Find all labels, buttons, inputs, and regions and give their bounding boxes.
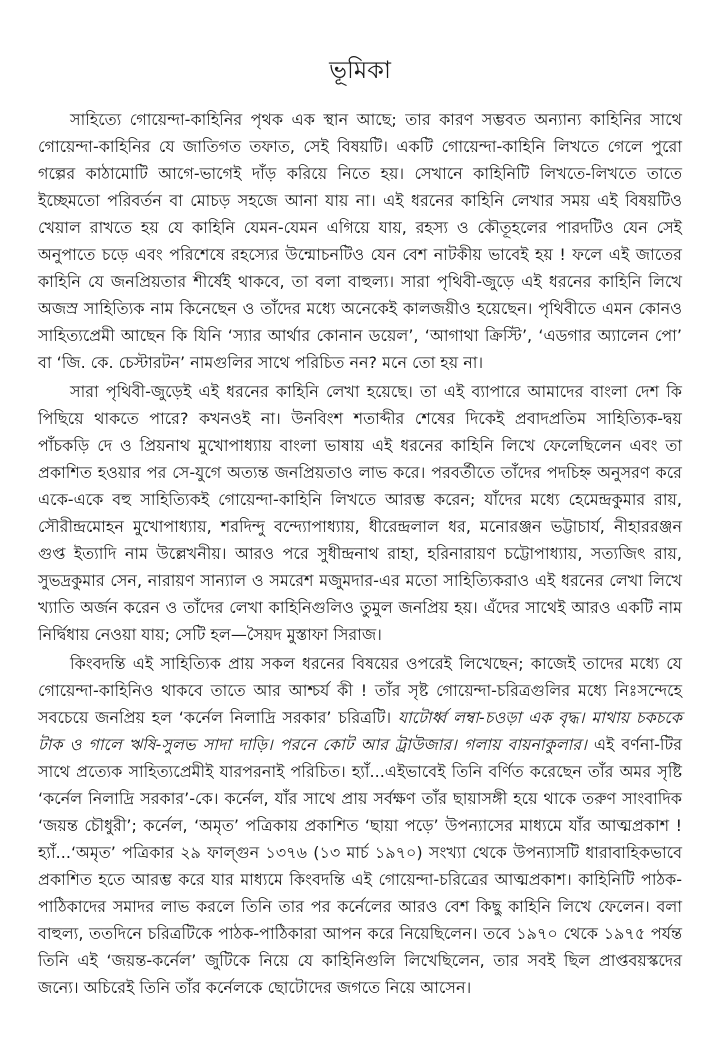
body-text xyxy=(38,106,682,1001)
page-title: ভূমিকা xyxy=(329,56,391,84)
colonel-description-italic: যাটোর্ধ্ব লম্বা-চওড়া এক বৃদ্ধ। মাথায় চকচকে টাক ও গালে ঋষি-সুলভ সাদা দাড়ি। পরনে কোট আর ট্রাউজার। গলায় বায়নাকুলার। xyxy=(38,708,682,754)
paragraph-3-intro: কিংবদন্তি এই সাহিত্যিক প্রায় সকল ধরনের বিষয়ের ওপরেই লিখেছেন; কাজেই তাদের মধ্যে যে গোয়েন্দা-কাহিনিও থাকবে তাতে আর আশ্চর্য কী ! তাঁর সৃষ্ট গোয়েন্দা-চরিত্রগুলির মধ্যে নিঃসন্দেহে সবচেয়ে জনপ্রিয় হল ‘কর্নেল নিলাদ্রি সরকার’ চরিত্রটি। xyxy=(38,654,682,727)
paragraph-3-rest: এই বর্ণনা-টির সাথে প্রত্যেক সাহিত্যপ্রেমীই যারপরনাই পরিচিত। হ্যাঁ...এইভাবেই তিনি বর্ণিত করেছেন তাঁর অমর সৃষ্টি ‘কর্নেল নিলাদ্রি সরকার’-কে। কর্নেল, যাঁর সাথে প্রায় সর্বক্ষণ তাঁর ছায়াসঙ্গী হয়ে থাকে তরুণ সাংবাদিক ‘জয়ন্ত চৌধুরী’; কর্নেল, ‘অমৃত’ পত্রিকায় প্রকাশিত ‘ছায়া পড়ে’ উপন্যাসের মাধ্যমে যাঁর আত্মপ্রকাশ ! হ্যাঁ...‘অমৃত’ পত্রিকার ২৯ ফাল্গুন ১৩৭৬ (১৩ মার্চ ১৯৭০) সংখ্যা থেকে উপন্যাসটি ধারাবাহিকভাবে প্রকাশিত হতে আরম্ভ করে যার মাধ্যমে কিংবদন্তি এই গোয়েন্দা-চরিত্রের আত্মপ্রকাশ। কাহিনিটি পাঠক-পাঠিকাদের সমাদর লাভ করলে তিনি তার পর কর্নেলের আরও বেশ কিছু কাহিনি লিখে ফেলেন। বলা বাহুল্য, ততদিনে চরিত্রটিকে পাঠক-পাঠিকারা আপন করে নিয়েছিলেন। তবে ১৯৭০ থেকে ১৯৭৫ পর্যন্ত তিনি এই ‘জয়ন্ত-কর্নেল’ জুটিকে নিয়ে যে কাহিনিগুলি লিখেছিলেন, তার সবই ছিল প্রাপ্তবয়স্কদের জন্যে। অচিরেই তিনি তাঁর কর্নেলকে ছোটোদের জগতে নিয়ে আসেন। xyxy=(38,735,682,997)
paragraph-1: সাহিত্যে গোয়েন্দা-কাহিনির পৃথক এক স্থান আছে; তার কারণ সম্ভবত অন্যান্য কাহিনির সাথে গোয়েন্দা-কাহিনির যে জাতিগত তফাত, সেই বিষয়টি। একটি গোয়েন্দা-কাহিনি লিখতে গেলে পুরো গল্পের কাঠামোটি আগে-ভাগেই দাঁড় করিয়ে নিতে হয়। সেখানে কাহিনিটি লিখতে-লিখতে তাতে ইচ্ছেমতো পরিবর্তন বা মোচড় সহজে আনা যায় না। এই ধরনের কাহিনি লেখার সময় এই বিষয়টিও খেয়াল রাখতে হয় যে কাহিনি যেমন-যেমন এগিয়ে যায়, রহস্য ও কৌতূহলের পারদটিও যেন সেই অনুপাতে চড়ে এবং পরিশেষে রহস্যের উন্মোচনটিও যেন বেশ নাটকীয় ভাবেই হয় ! ফলে এই জাতের কাহিনি যে জনপ্রিয়তার শীর্ষেই থাকবে, তা বলা বাহুল্য। সারা পৃথিবী-জুড়ে এই ধরনের কাহিনি লিখে অজস্র সাহিত্যিক নাম কিনেছেন ও তাঁদের মধ্যে অনেকেই কালজয়ীও হয়েছেন। পৃথিবীতে এমন কোনও সাহিত্যপ্রেমী আছেন কি যিনি ‘স্যার আর্থার কোনান ডয়েল’, ‘আগাথা ক্রিস্টি’, ‘এডগার অ্যালেন পো’ বা ‘জি. কে. চেস্টারটন’ নামগুলির সাথে পরিচিত নন? মনে তো হয় না। xyxy=(38,110,682,372)
paragraph-2: সারা পৃথিবী-জুড়েই এই ধরনের কাহিনি লেখা হয়েছে। তা এই ব্যাপারে আমাদের বাংলা দেশ কি পিছিয়ে থাকতে পারে? কখনওই না। উনবিংশ শতাব্দীর শেষের দিকেই প্রবাদপ্রতিম সাহিত্যিক-দ্বয় পাঁচকড়ি দে ও প্রিয়নাথ মুখোপাধ্যায় বাংলা ভাষায় এই ধরনের কাহিনি লিখে ফেলেছিলেন এবং তা প্রকাশিত হওয়ার পর সে-যুগে অত্যন্ত জনপ্রিয়তাও লাভ করে। পরবর্তীতে তাঁদের পদচিহ্ন অনুসরণ করে একে-একে বহু সাহিত্যিকই গোয়েন্দা-কাহিনি লিখতে আরম্ভ করেন; যাঁদের মধ্যে হেমেন্দ্রকুমার রায়, সৌরীন্দ্রমোহন মুখোপাধ্যায়, শরদিন্দু বন্দ্যোপাধ্যায়, ধীরেন্দ্রলাল ধর, মনোরঞ্জন ভট্টাচার্য, নীহাররঞ্জন গুপ্ত ইত্যাদি নাম উল্লেখনীয়। আরও পরে সুধীন্দ্রনাথ রাহা, হরিনারায়ণ চট্টোপাধ্যায়, সত্যজিৎ রায়, সুভদ্রকুমার সেন, নারায়ণ সান্যাল ও সমরেশ মজুমদার-এর মতো সাহিত্যিকরাও এই ধরনের লেখা লিখে খ্যাতি অর্জন করেন ও তাঁদের লেখা কাহিনিগুলিও তুমুল জনপ্রিয় হয়। এঁদের সাথেই আরও একটি নাম নির্দ্বিধায় নেওয়া যায়; সেটি হল—সৈয়দ মুস্তাফা সিরাজ। xyxy=(38,382,682,644)
paragraph-3 xyxy=(38,650,682,1001)
